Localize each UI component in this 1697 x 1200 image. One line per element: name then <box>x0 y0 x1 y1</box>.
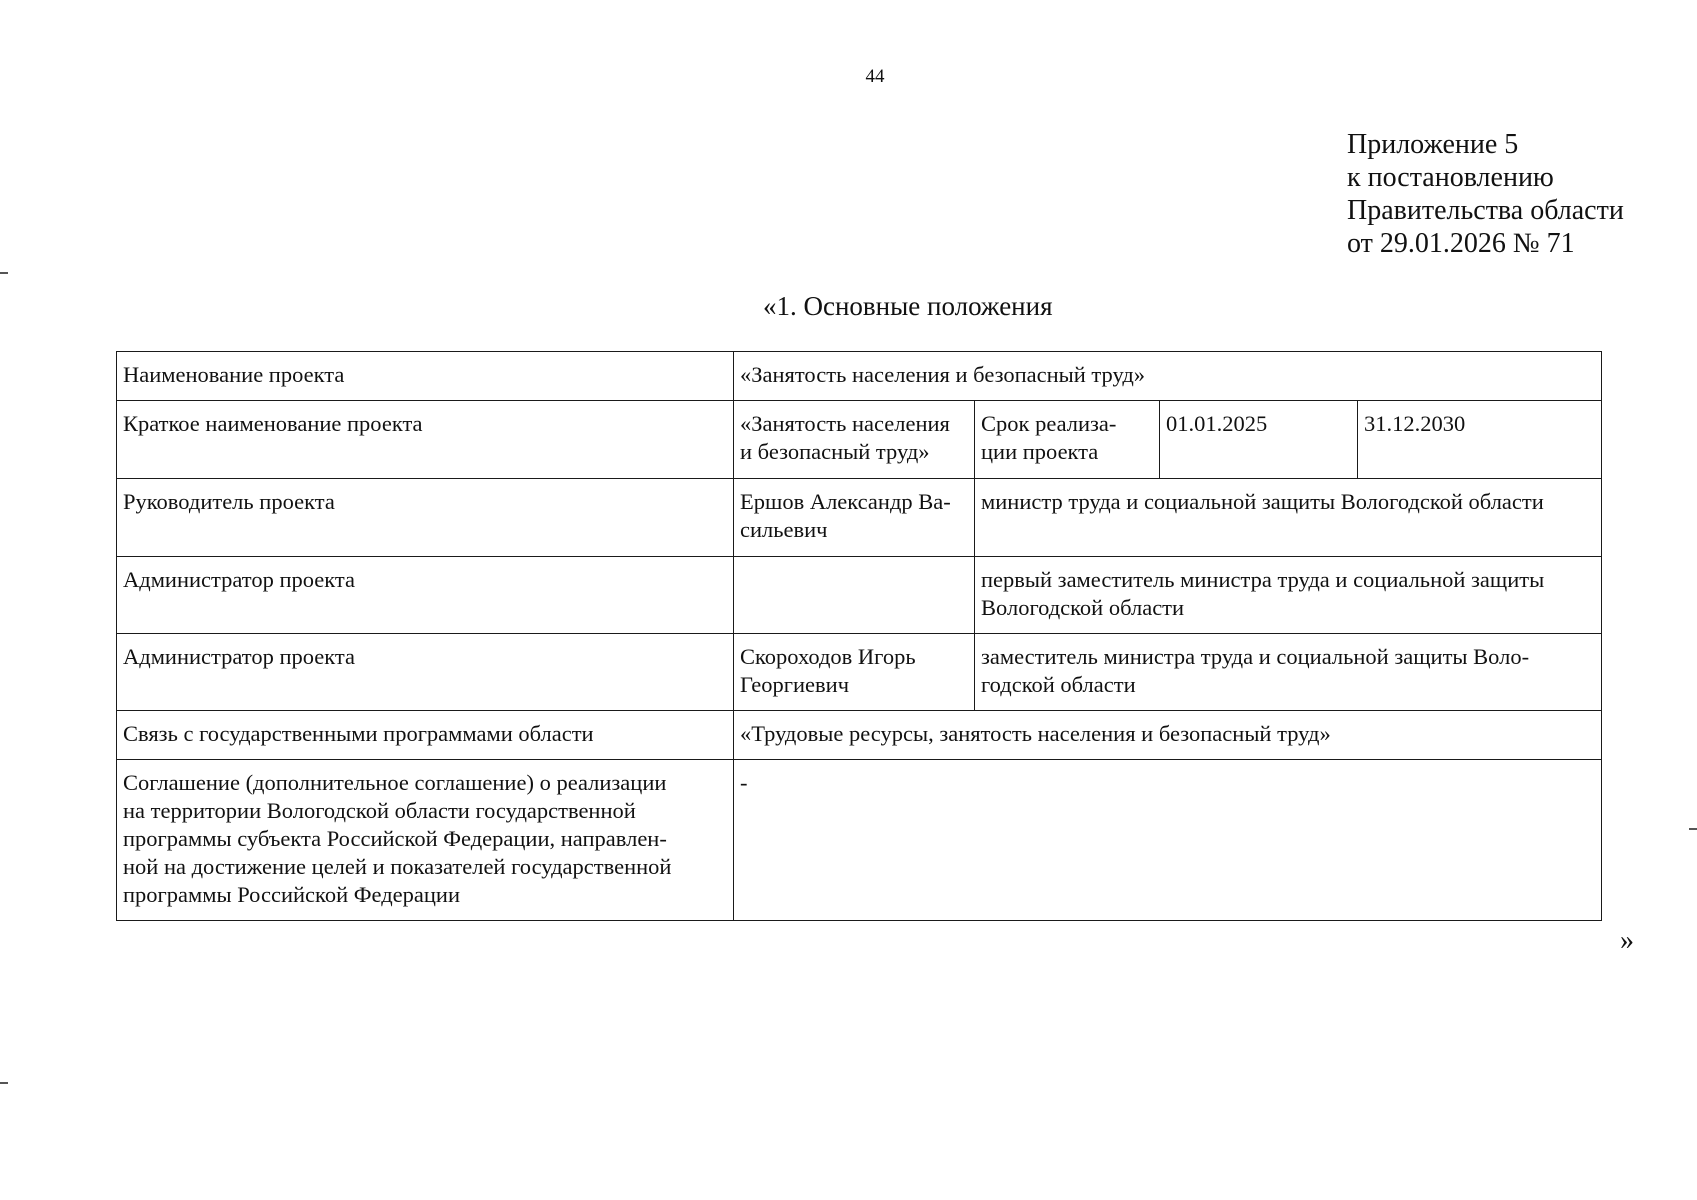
text-line: ной на достижение целей и показателей государственной <box>123 854 672 879</box>
term-start: 01.01.2025 <box>1160 401 1358 479</box>
text-line: Соглашение (дополнительное соглашение) о реализации <box>123 770 667 795</box>
table-row <box>117 401 1602 479</box>
scan-edge-mark <box>0 272 8 274</box>
programs-value: «Трудовые ресурсы, занятость населения и безопасный труд» <box>734 711 1602 760</box>
table-row <box>117 479 1602 557</box>
text-line: программы Российской Федерации <box>123 882 460 907</box>
section-title: «1. Основные положения <box>763 291 1053 321</box>
short-name-value <box>734 401 975 479</box>
page-number: 44 <box>865 66 885 87</box>
scan-edge-mark <box>1689 828 1697 830</box>
text-line: на территории Вологодской области государственной <box>123 798 636 823</box>
text-line: ции проекта <box>981 439 1099 464</box>
text-line: «Занятость населения <box>740 411 950 436</box>
text-line: программы субъекта Российской Федерации, направлен- <box>123 826 667 851</box>
leader-name <box>734 479 975 557</box>
appendix-line: к постановлению <box>1347 162 1554 193</box>
table-row <box>117 352 1602 401</box>
text-line: Срок реализа- <box>981 411 1117 436</box>
table-row <box>117 557 1602 634</box>
admin1-name <box>734 557 975 634</box>
text-line: первый заместитель министра труда и социальной защиты <box>981 567 1545 592</box>
appendix-line: Правительства области <box>1347 195 1624 226</box>
text-line: сильевич <box>740 517 828 542</box>
appendix-line: Приложение 5 <box>1347 129 1519 160</box>
programs-label: Связь с государственными программами области <box>117 711 734 760</box>
appendix-header <box>1347 128 1624 260</box>
text-line: и безопасный труд» <box>740 439 930 464</box>
text-line: Ершов Александр Ва- <box>740 489 951 514</box>
admin1-position <box>975 557 1602 634</box>
scan-edge-mark <box>0 1082 8 1084</box>
term-label <box>975 401 1160 479</box>
project-table <box>116 351 1602 921</box>
short-name-label: Краткое наименование проекта <box>117 401 734 479</box>
text-line: Георгиевич <box>740 672 850 697</box>
admin2-name <box>734 634 975 711</box>
admin2-label: Администратор проекта <box>117 634 734 711</box>
closing-quote: » <box>1620 925 1634 956</box>
text-line: Вологодской области <box>981 595 1185 620</box>
text-line: годской области <box>981 672 1136 697</box>
project-name-value: «Занятость населения и безопасный труд» <box>734 352 1602 401</box>
table-row <box>117 760 1602 921</box>
appendix-line: от 29.01.2026 № 71 <box>1347 228 1575 259</box>
table-row <box>117 711 1602 760</box>
table-row <box>117 634 1602 711</box>
leader-position: министр труда и социальной защиты Вологодской области <box>975 479 1602 557</box>
leader-label: Руководитель проекта <box>117 479 734 557</box>
admin2-position <box>975 634 1602 711</box>
text-line: заместитель министра труда и социальной защиты Воло- <box>981 644 1530 669</box>
project-name-label: Наименование проекта <box>117 352 734 401</box>
admin1-label: Администратор проекта <box>117 557 734 634</box>
text-line: Скороходов Игорь <box>740 644 916 669</box>
agreement-value: - <box>734 760 1602 921</box>
agreement-label <box>117 760 734 921</box>
term-end: 31.12.2030 <box>1358 401 1602 479</box>
